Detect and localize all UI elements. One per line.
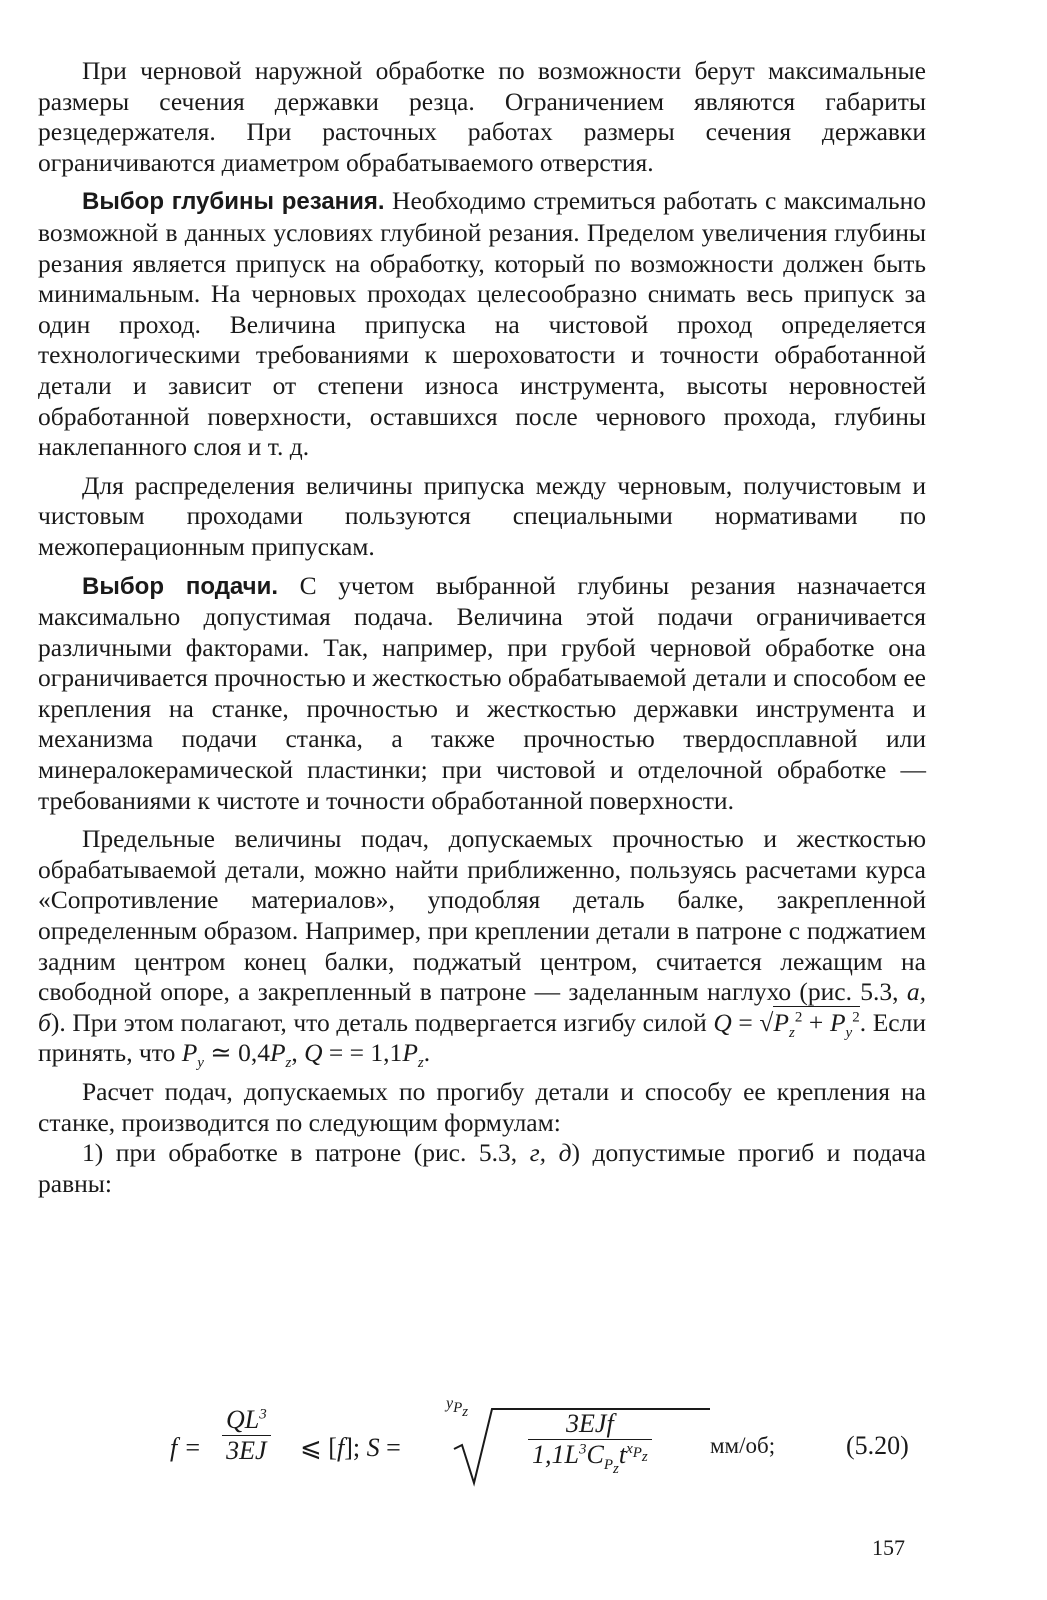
sqrt-expression: $P_z^2 + P_y^2$ [773, 1007, 860, 1041]
formula-root-index: $y_{P_z}$ [446, 1395, 469, 1421]
paragraph-chuck [38, 1138, 926, 1199]
paragraph-text: 1) при обработке в патроне (рис. 5.3, [82, 1138, 530, 1168]
section-heading: Выбор глубины резания. [82, 188, 385, 216]
formula-f-denominator: 3EJ [226, 1436, 267, 1465]
paragraph-text: Расчет подач, допускаемых по прогибу детали и способу ее крепления на станке, производится по следующим формулам: [38, 1077, 926, 1137]
figure-ref: г, д [529, 1138, 572, 1168]
body-text [38, 56, 926, 1199]
formula-f-lhs: f = [170, 1433, 202, 1462]
paragraph-depth-of-cut [38, 186, 926, 462]
formula-s-numerator: 3EJf [528, 1409, 652, 1440]
paragraph-limits: Предельные величины подач, допускаемых прочностью и жесткостью обрабатываемой детали, можно найти приближенно, пользуясь расчетами курса «Сопротивление материалов», уподобляя деталь балке, закрепленной определенным образом. Например, при креплении детали в патроне с поджатием задним центром конец балки, поджатый центром, считается лежащим на свободной опоре, а закрепленный в патроне — заделанным наглухо (рис. 5.3, а, б). При этом полагают, что деталь подвергается изгибу силой $Q = √P_z^2 + P_y^2$. Если принять, что $P_y$ ≃ $0,4P_z$, Q = = $1,1P_z$. [38, 824, 926, 1072]
paragraph-calc [38, 1077, 926, 1138]
paragraph-text: ). При этом полагают, что деталь подвергается изгибу силой [50, 1007, 714, 1037]
page-number: 157 [872, 1535, 905, 1560]
formula-f-numerator: $QL^3$ [222, 1405, 271, 1436]
formula-f-condition: ⩽ [f]; S = [300, 1433, 401, 1462]
formula-5-20 [160, 1395, 930, 1495]
formula-unit: мм/об; [710, 1433, 776, 1458]
paragraph-text: . Если принять, что [38, 1007, 926, 1068]
formula-s-denominator: $1,1L^3C_{P_z}t^{x_{P_z}}$ [532, 1440, 648, 1478]
inline-formula-py: $P_y$ [181, 1038, 204, 1072]
paragraph-text: Предельные величины подач, допускаемых прочностью и жесткостью обрабатываемой детали, можно найти приближенно, пользуясь расчетами курса «Сопротивление материалов», уподобляя деталь балке, закрепленной определенным образом. Например, при креплении детали в патроне с поджатием задним центром конец балки, поджатый центром, считается лежащим на свободной опоре, а закрепленный в патроне — заделанным наглухо (рис. 5.3, [38, 824, 926, 1007]
paragraph-text: Необходимо стремиться работать с максимально возможной в данных условиях глубиной резания. Пределом увеличения глубины резания является припуск на обработку, который по возможности должен быть минимальным. На черновых проходах целесообразно снимать весь припуск за один проход. Величина припуска на чистовой проход определяется технологическими требованиями к шероховатости и точности обработанной детали и зависит от степени износа инструмента, высоты неровностей обработанной поверхности, оставшихся после чернового прохода, глубины наклепанного слоя и т. д. [38, 186, 926, 462]
paragraph-text: С учетом выбранной глубины резания назначается максимально допустимая подача. Величина этой подачи ограничивается различными факторами. Так, например, при грубой черновой обработке она ограничивается прочностью и жесткостью обрабатываемой детали и способом ее крепления на станке, прочностью и жесткостью державки инструмента и механизма подачи станка, а также прочностью твердосплавной или минералокерамической пластинки; при чистовой и отделочной обработке — требованиями к чистоте и точности обработанной поверхности. [38, 570, 926, 815]
paragraph-text: ) допустимые прогиб и подача равны: [38, 1138, 926, 1198]
paragraph-feed [38, 571, 926, 817]
paragraph-holder-size [38, 56, 926, 178]
paragraph-text: При черновой наружной обработке по возможности берут максимальные размеры сечения державки резца. Ограничением являются габариты резцедержателя. При расточных работах размеры сечения державки ограничиваются диаметром обрабатываемого отверстия. [38, 56, 926, 177]
inline-formula-q: Q [713, 1007, 732, 1037]
formula-f-fraction [222, 1405, 271, 1466]
formula-number: (5.20) [846, 1431, 909, 1460]
section-heading: Выбор подачи. [82, 572, 279, 600]
paragraph-text: Для распределения величины припуска между черновым, получистовым и чистовым проходами пользуются специальными нормативами по межоперационным припускам. [38, 470, 926, 561]
figure-ref: а, б [38, 977, 926, 1037]
paragraph-allowance [38, 471, 926, 563]
formula-s-fraction [528, 1409, 652, 1478]
